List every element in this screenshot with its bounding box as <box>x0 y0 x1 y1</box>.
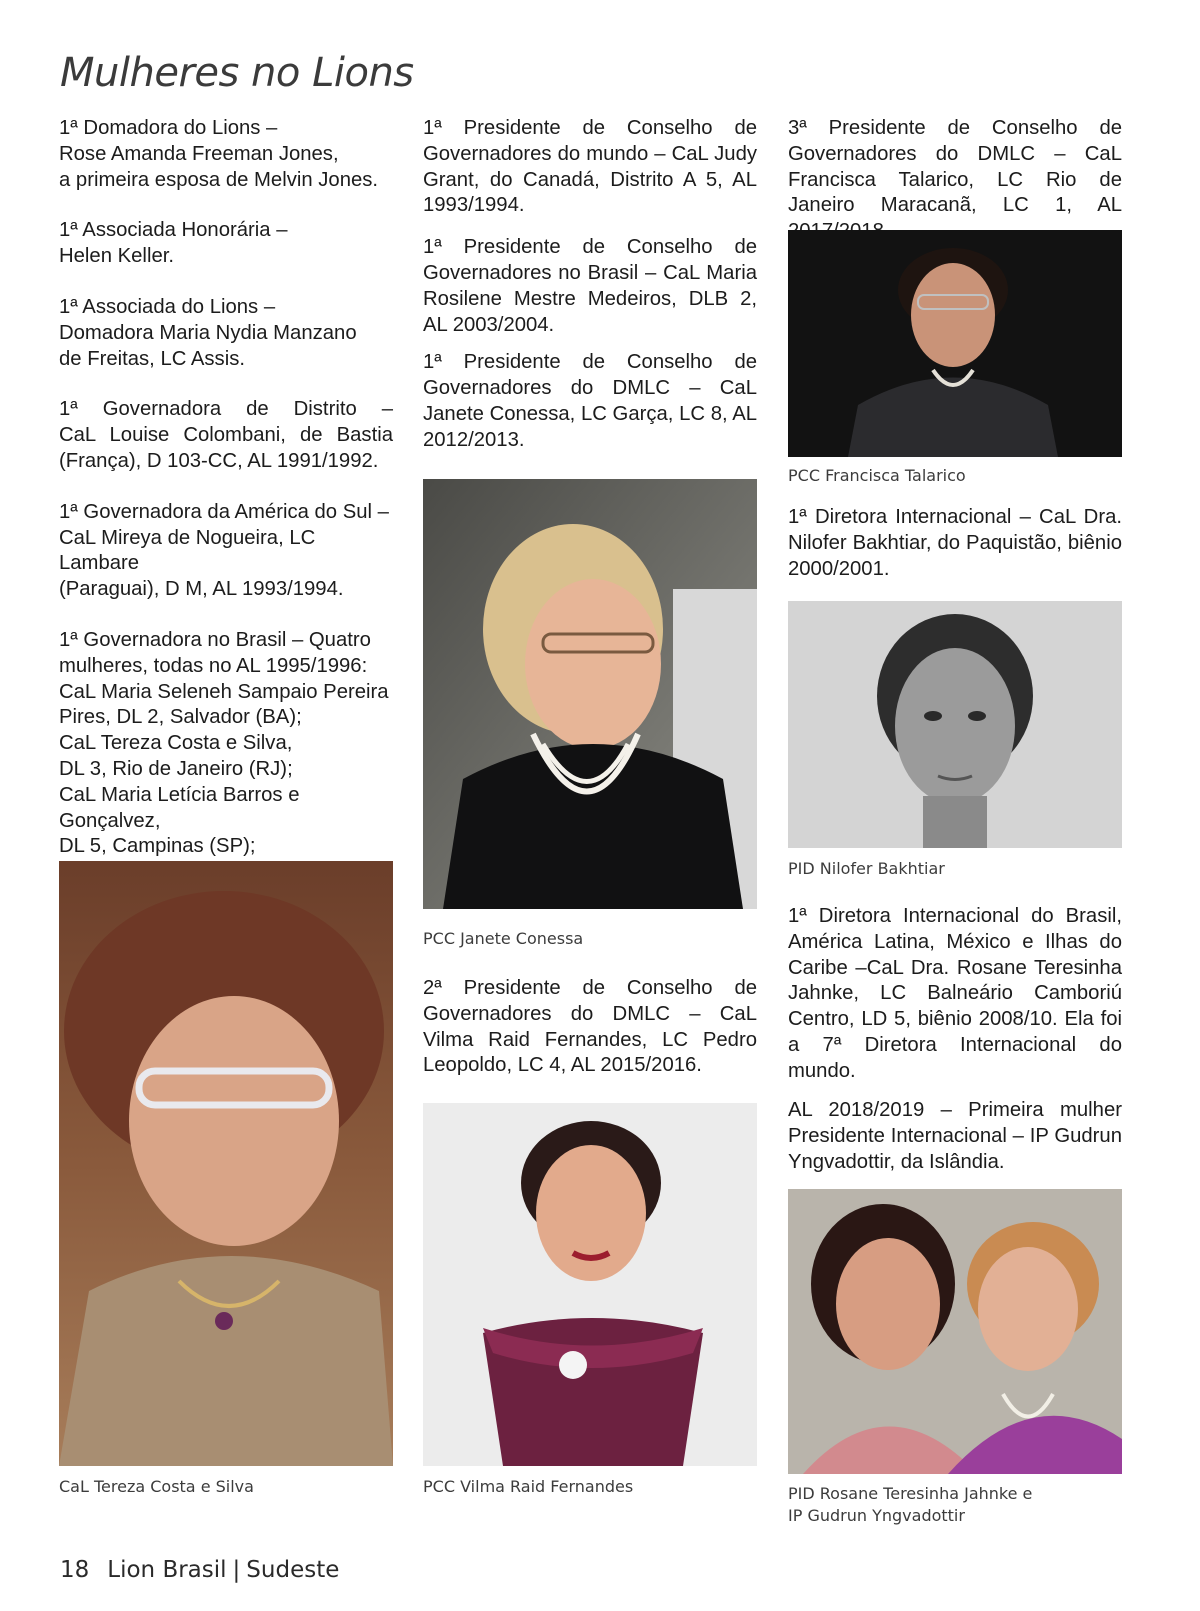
photo-janete-conessa <box>423 479 757 909</box>
page-title: Mulheres no Lions <box>60 50 414 96</box>
photo-caption: PID Rosane Teresinha Jahnke e IP Gudrun Yngvadottir <box>788 1484 1033 1525</box>
fact-third-council-chair-dmlc: 3ª Presidente de Conselho de Governadores do DMLC – CaL Francisca Talarico, LC Rio de Janeiro Maracanã, LC 1, AL <box>788 117 1122 217</box>
fact-first-international-president: AL 2018/2019 – Primeira mulher Presidente Internacional – IP Gudrun Yngvadottir, da Islândia. <box>788 1099 1122 1173</box>
photo-caption: PCC Francisca Talarico <box>788 466 966 485</box>
portrait-image <box>788 1189 1122 1474</box>
portrait-image <box>788 601 1122 848</box>
fact-first-international-director-brazil: 1ª Diretora Internacional do Brasil, América Latina, México e Ilhas do Caribe –CaL Dra. Rosane Teresinha Jahnke, LC Balneário Camboriú Centro, LD 5, biênio 2008/10. Ela foi a 7ª Diretora Internacional do mundo. <box>788 905 1122 1082</box>
photo-caption: PCC Janete Conessa <box>423 929 584 948</box>
photo-caption: PID Nilofer Bakhtiar <box>788 859 945 878</box>
photo-caption: PCC Vilma Raid Fernandes <box>423 1477 634 1496</box>
fact-first-domadora: 1ª Domadora do Lions – Rose Amanda Freeman Jones, a primeira esposa de Melvin Jones. <box>59 117 379 191</box>
section-name: Sudeste <box>246 1557 340 1583</box>
fact-first-council-chair-dmlc: 1ª Presidente de Conselho de Governadores do DMLC – CaL Janete Conessa, LC Garça, LC 8, AL 2012/2013. <box>423 351 757 451</box>
photo-vilma-raid-fernandes <box>423 1103 757 1466</box>
fact-second-council-chair-dmlc: 2ª Presidente de Conselho de Governadores do DMLC – CaL Vilma Raid Fernandes, LC Pedro Leopoldo, LC 4, AL 2015/2016. <box>423 977 757 1077</box>
column-2 <box>423 116 757 1496</box>
fact-first-honorary-member: 1ª Associada Honorária – Helen Keller. <box>59 219 288 268</box>
footer-separator: | <box>232 1557 241 1583</box>
photo-caption: CaL Tereza Costa e Silva <box>59 1477 254 1496</box>
fact-first-district-governor: 1ª Governadora de Distrito – CaL Louise Colombani, de Bastia (França), D 103-CC, AL 1991/1992. <box>59 398 393 472</box>
photo-tereza-costa-e-silva <box>59 861 393 1466</box>
photo-nilofer-bakhtiar <box>788 601 1122 848</box>
fact-first-south-america-governor: 1ª Governadora da América do Sul – CaL Mireya de Nogueira, LC Lambare (Paraguai), D M, AL 1993/1994. <box>59 500 389 601</box>
portrait-image <box>423 479 757 909</box>
fact-first-member: 1ª Associada do Lions – Domadora Maria Nydia Manzano de Freitas, LC Assis. <box>59 295 357 370</box>
column-1 <box>59 116 393 1496</box>
page-number: 18 <box>60 1557 90 1583</box>
fact-first-brazil-governors: 1ª Governadora no Brasil – Quatro mulheres, todas no AL 1995/1996: CaL Maria Seleneh Sampaio Pereira Pires, DL 2, Salvador (BA); CaL Tereza Costa e Silva, DL 3, Rio de Janeiro (RJ); CaL Maria Letícia Barros e Gonçalvez, DL 5, Campinas (SP); <box>59 628 389 858</box>
fact-first-council-chair-world: 1ª Presidente de Conselho de Governadores do mundo – CaL Judy Grant, do Canadá, Distrito A 5, AL 1993/1994. <box>423 117 757 217</box>
fact-first-international-director: 1ª Diretora Internacional – CaL Dra. Nilofer Bakhtiar, do Paquistão, biênio 2000/2001. <box>788 506 1122 580</box>
fact-first-council-chair-brazil: 1ª Presidente de Conselho de Governadores no Brasil – CaL Maria Rosilene Mestre Medeiros, DLB 2, AL 2003/2004. <box>423 236 757 336</box>
photo-rosane-jahnke-gudrun-yngvadottir <box>788 1189 1122 1474</box>
page-footer <box>60 1557 339 1583</box>
portrait-image <box>423 1103 757 1466</box>
portrait-image <box>59 861 393 1466</box>
photo-francisca-talarico <box>788 230 1122 457</box>
portrait-image <box>788 230 1122 457</box>
column-3 <box>788 116 1122 1525</box>
publication-name: Lion Brasil <box>107 1557 227 1583</box>
